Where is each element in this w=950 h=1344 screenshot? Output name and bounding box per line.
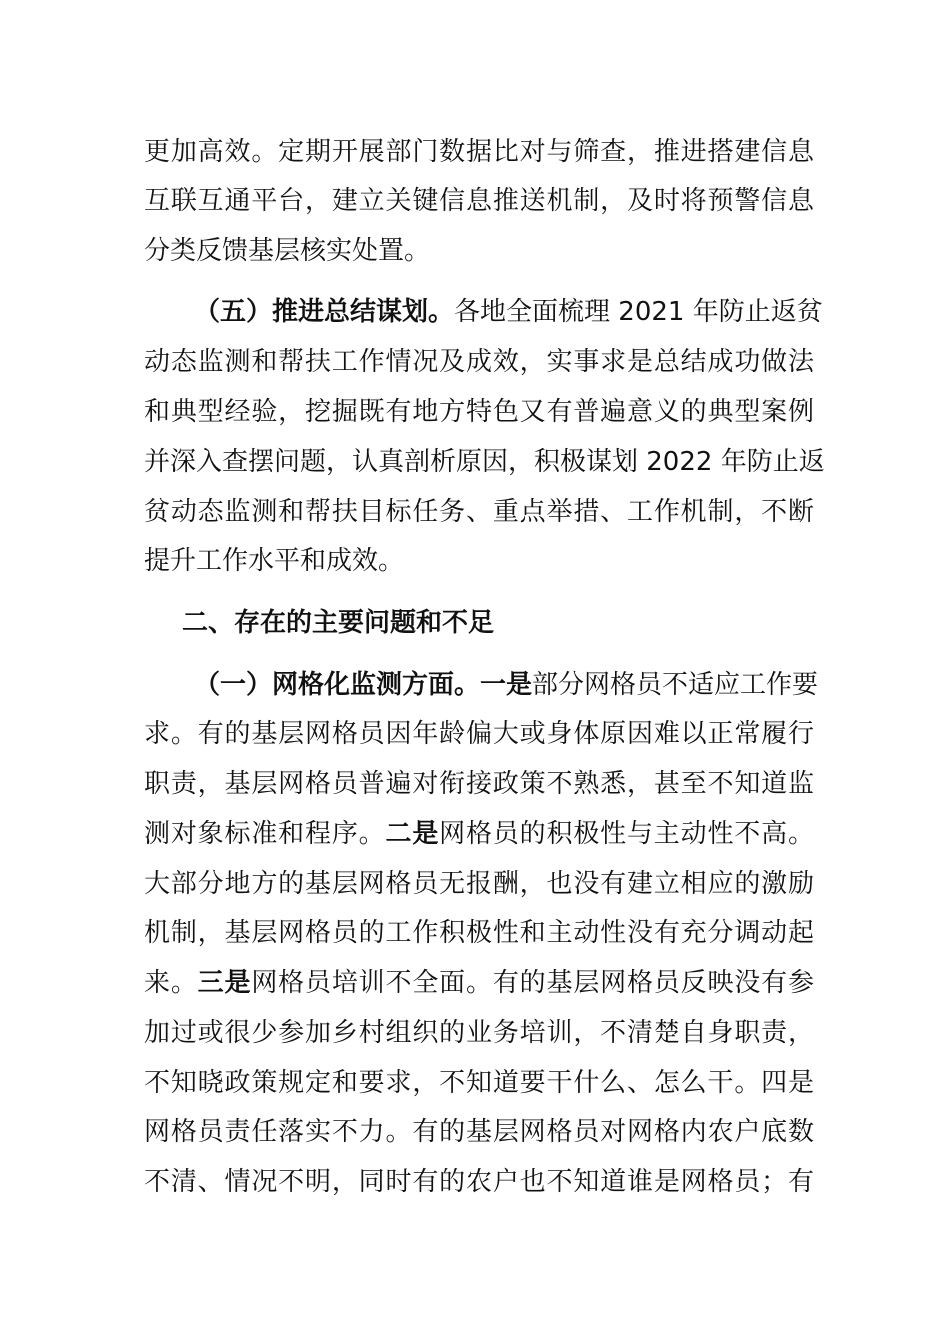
body-line: 网格员责任落实不力。有的基层网格员对网格内农户底数: [144, 1117, 814, 1147]
body-line: 测对象标准和程序。二是网格员的积极性与主动性不高。: [144, 819, 814, 849]
body-line: 来。三是网格员培训不全面。有的基层网格员反映没有参: [144, 968, 814, 998]
body-line: 更加高效。定期开展部门数据比对与筛查，推进搭建信息: [144, 137, 814, 167]
body-line: 加过或很少参加乡村组织的业务培训，不清楚自身职责，: [144, 1018, 814, 1048]
body-line: 动态监测和帮扶工作情况及成效，实事求是总结成功做法: [144, 347, 814, 377]
body-line: 贫动态监测和帮扶目标任务、重点举措、工作机制，不断: [144, 497, 814, 527]
section-lead-line: （一）网格化监测方面。一是部分网格员不适应工作要: [194, 670, 819, 700]
body-line: 并深入查摆问题，认真剖析原因，积极谋划 2022 年防止返: [144, 447, 825, 477]
chapter-heading: 二、存在的主要问题和不足: [182, 608, 495, 638]
section-heading-1: （一）网格化监测方面。一是: [194, 670, 533, 700]
body-line: 机制，基层网格员的工作积极性和主动性没有充分调动起: [144, 918, 814, 948]
body-line: 互联互通平台，建立关键信息推送机制，及时将预警信息: [144, 186, 814, 216]
section-lead-line: （五）推进总结谋划。各地全面梳理 2021 年防止返贫: [194, 297, 823, 327]
section-heading-5: （五）推进总结谋划。: [194, 297, 455, 327]
body-line: 职责，基层网格员普遍对衔接政策不熟悉，甚至不知道监: [144, 769, 814, 799]
body-line: 提升工作水平和成效。: [144, 546, 405, 576]
body-line: 求。有的基层网格员因年龄偏大或身体原因难以正常履行: [144, 719, 814, 749]
body-line: 和典型经验，挖掘既有地方特色又有普遍意义的典型案例: [144, 397, 814, 427]
body-line: 分类反馈基层核实处置。: [144, 236, 431, 266]
body-line: 不知晓政策规定和要求，不知道要干什么、怎么干。四是: [144, 1068, 814, 1098]
body-line: 大部分地方的基层网格员无报酬，也没有建立相应的激励: [144, 869, 814, 899]
body-line: 不清、情况不明，同时有的农户也不知道谁是网格员；有: [144, 1167, 814, 1197]
